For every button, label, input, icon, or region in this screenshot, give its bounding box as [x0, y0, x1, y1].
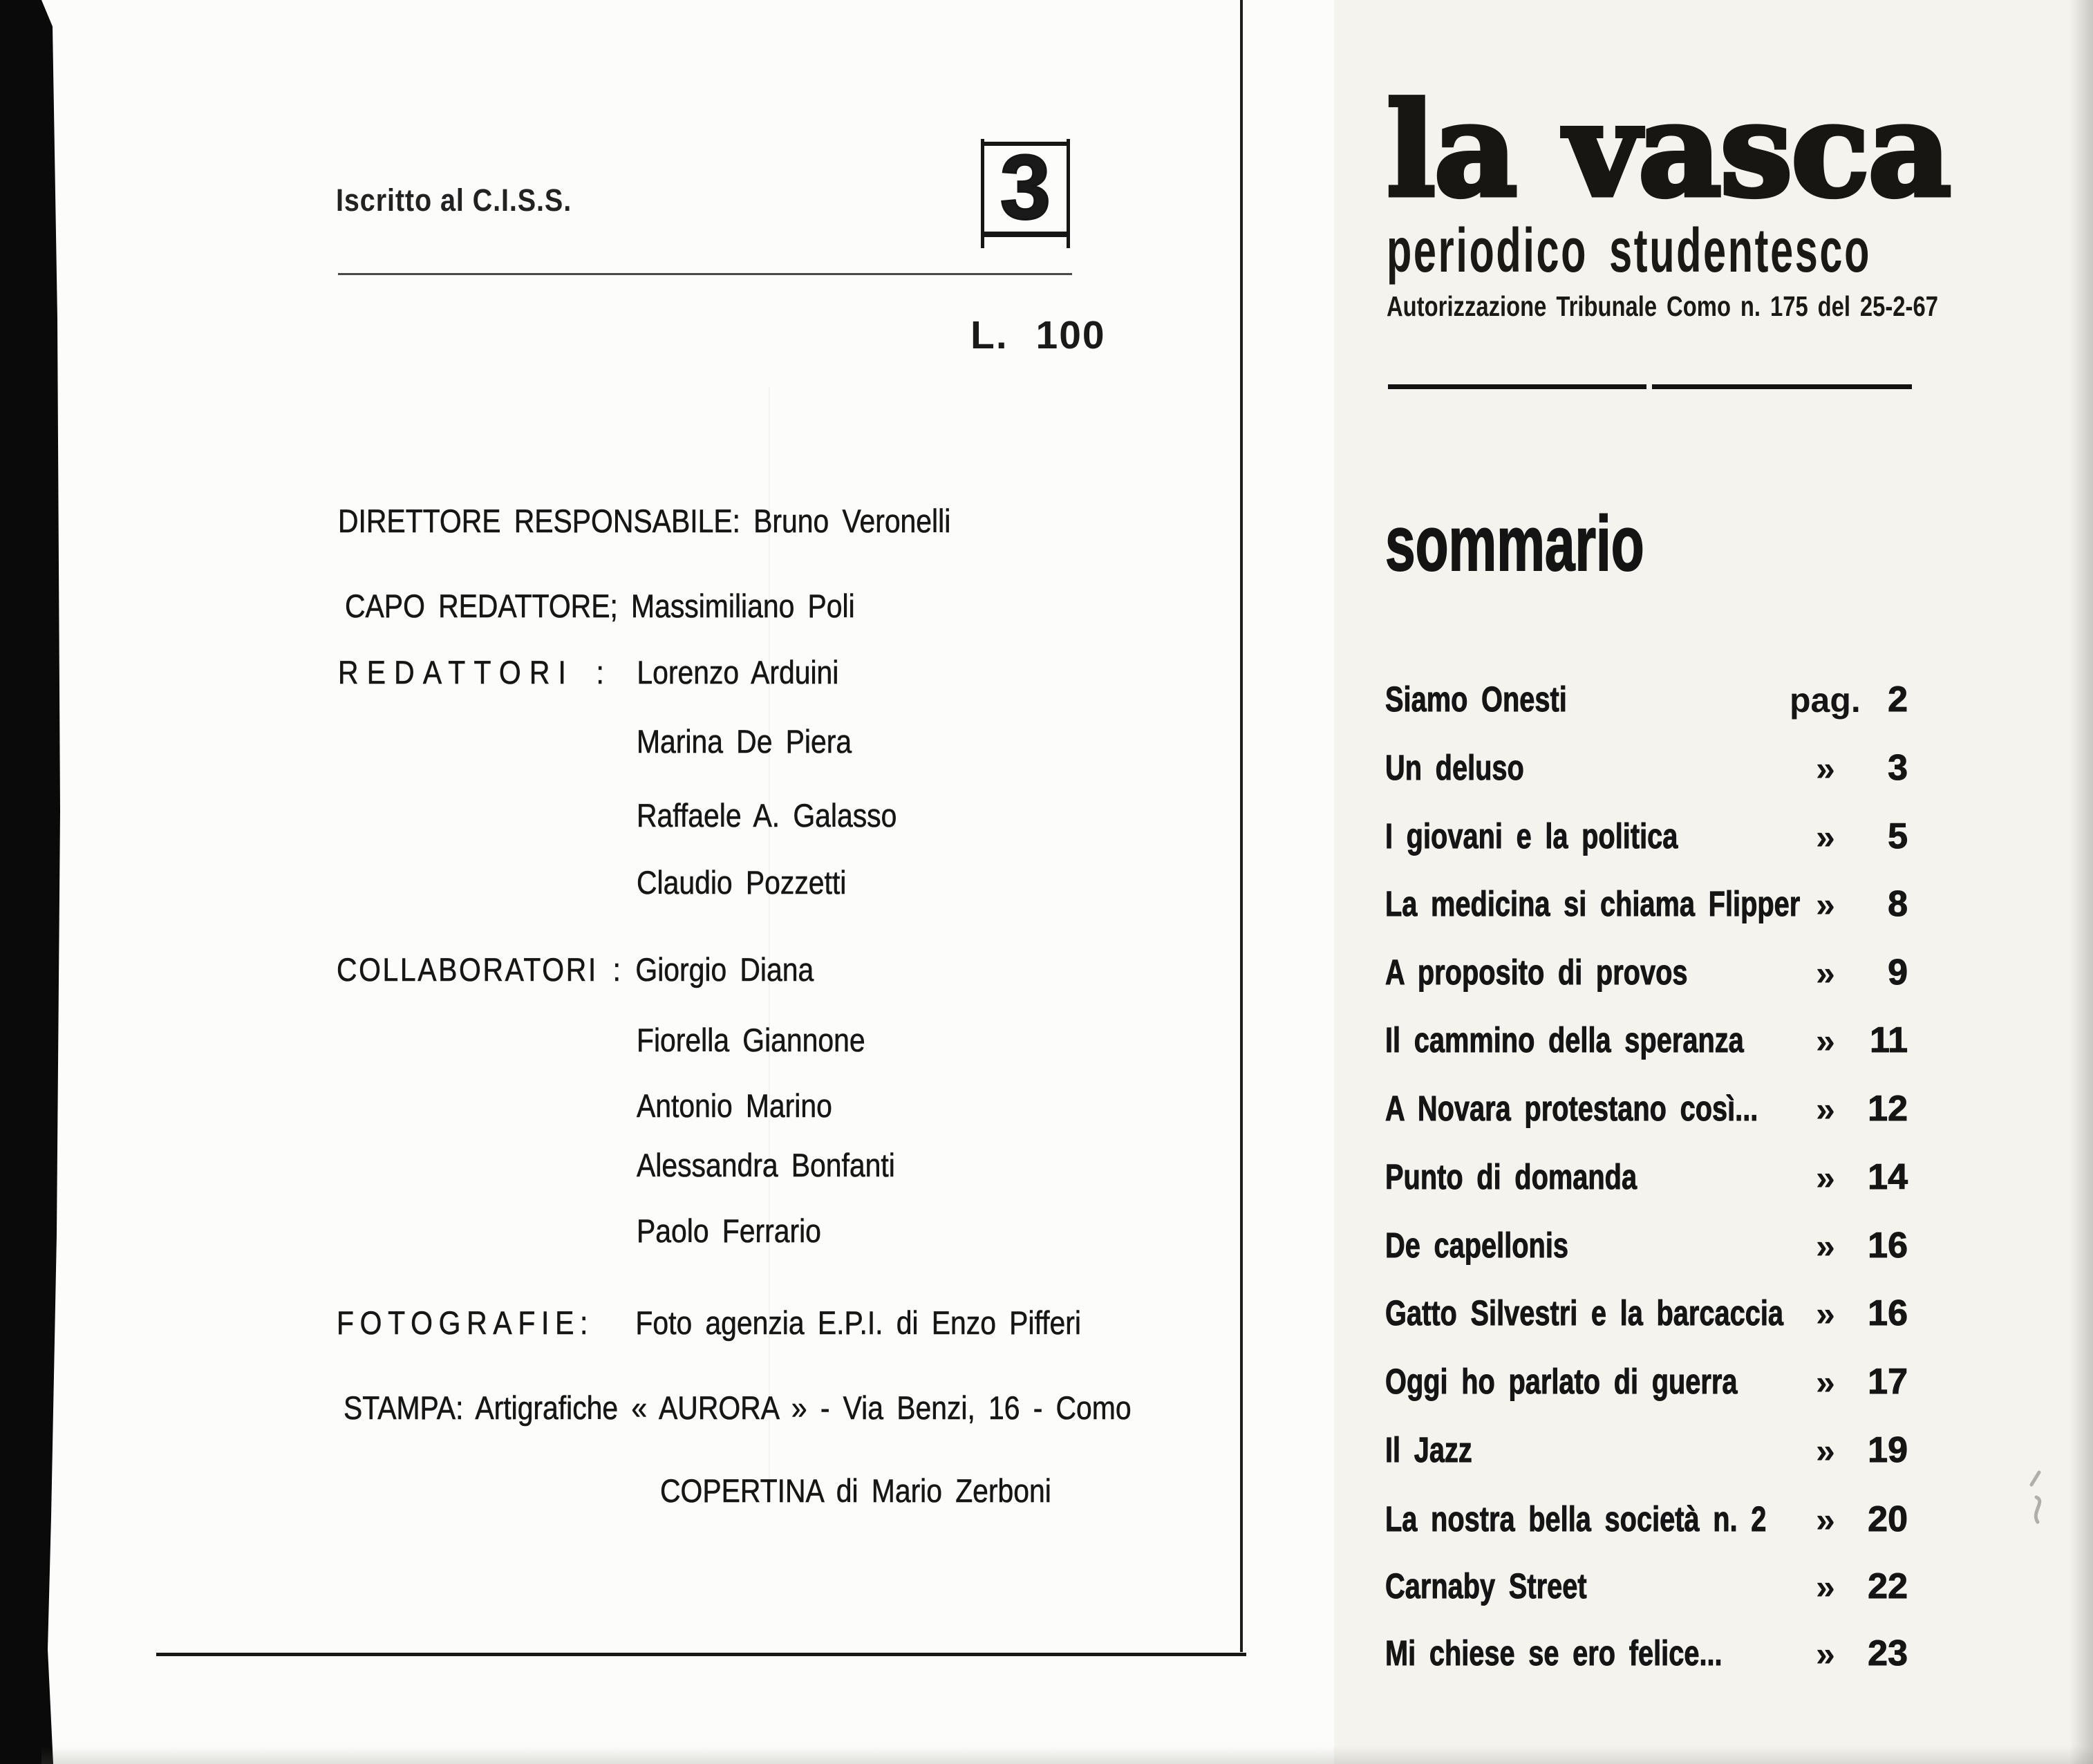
- toc-title: Il cammino della speranza: [1385, 1020, 1744, 1060]
- credit-line-name: Fiorella Giannone: [637, 1022, 865, 1058]
- toc-page-number: 23: [1868, 1633, 1908, 1673]
- toc-ditto-mark: »: [1816, 1295, 1835, 1333]
- toc-page-number: 22: [1868, 1566, 1908, 1606]
- credit-value: Foto agenzia E.P.I. di Enzo Pifferi: [635, 1304, 1081, 1341]
- registration-note: Iscritto al C.I.S.S.: [336, 182, 572, 218]
- toc-page-number: 2: [1888, 679, 1908, 720]
- credit-line-name: Marina De Piera: [637, 723, 852, 760]
- toc-row: [1385, 1361, 1908, 1404]
- toc-title: Gatto Silvestri e la barcaccia: [1385, 1293, 1784, 1333]
- toc-title: Un deluso: [1385, 748, 1524, 787]
- credit-line-name: Claudio Pozzetti: [637, 864, 847, 901]
- toc-title: Mi chiese se ero felice...: [1385, 1633, 1723, 1673]
- masthead-title: la vasca: [1387, 74, 1951, 225]
- credit-label: REDATTORI :: [338, 654, 613, 691]
- left-page-border-bottom: [156, 1653, 1246, 1656]
- toc-row: [1385, 1293, 1908, 1335]
- toc-page-number: 3: [1888, 748, 1908, 788]
- credit-line-copertina: COPERTINA di Mario Zerboni: [660, 1472, 1051, 1509]
- pencil-mark: [2025, 1470, 2056, 1528]
- masthead-rule-left: [1388, 384, 1646, 389]
- credit-line-name: Paolo Ferrario: [637, 1212, 821, 1249]
- credit-line-redattori: [338, 653, 838, 691]
- toc-title: Siamo Onesti: [1385, 679, 1567, 719]
- toc-row: [1385, 679, 1908, 722]
- credit-line-capo-redattore: CAPO REDATTORE; Massimiliano Poli: [345, 588, 855, 624]
- toc-row: [1385, 1429, 1908, 1472]
- toc-ditto-mark: »: [1816, 1501, 1835, 1539]
- toc-page-number: 12: [1868, 1089, 1908, 1129]
- toc-row: [1385, 1088, 1908, 1131]
- masthead-subtitle: periodico studentesco: [1387, 216, 1872, 285]
- toc-row: [1385, 1499, 1908, 1541]
- price: L. 100: [970, 313, 1106, 357]
- toc-ditto-mark: »: [1816, 885, 1835, 924]
- toc-page-number: 17: [1868, 1362, 1908, 1402]
- toc-title: A proposito di provos: [1385, 953, 1688, 992]
- toc-page-number: 14: [1868, 1157, 1908, 1197]
- toc-row: [1385, 1225, 1908, 1268]
- scan-edge-strip: [0, 0, 66, 1764]
- toc-ditto-mark: »: [1816, 1635, 1835, 1673]
- toc-row: [1385, 747, 1908, 790]
- toc-row: [1385, 816, 1908, 858]
- toc-ditto-mark: »: [1816, 1158, 1835, 1197]
- credit-line-stampa: STAMPA: Artigrafiche « AURORA » - Via Benzi, 16 - Como: [344, 1389, 1132, 1426]
- masthead-authorization: Autorizzazione Tribunale Como n. 175 del 25-2-67: [1387, 290, 1938, 322]
- toc-row: [1385, 883, 1908, 926]
- toc-ditto-mark: »: [1816, 749, 1835, 788]
- toc-title: La nostra bella società n. 2: [1385, 1499, 1767, 1539]
- toc-title: A Novara protestano così...: [1385, 1089, 1758, 1128]
- credit-line-name: Raffaele A. Galasso: [637, 797, 897, 834]
- toc-title: I giovani e la politica: [1385, 816, 1678, 856]
- credit-label: FOTOGRAFIE:: [337, 1304, 594, 1341]
- toc-title: Punto di domanda: [1385, 1157, 1637, 1197]
- toc-page-number: 20: [1868, 1499, 1908, 1539]
- issue-number-box: [981, 136, 1070, 238]
- toc-title: Oggi ho parlato di guerra: [1385, 1362, 1738, 1401]
- toc-row: [1385, 1633, 1908, 1676]
- toc-page-number: 16: [1868, 1226, 1908, 1266]
- toc-page-number: 16: [1868, 1293, 1908, 1333]
- toc-heading: sommario: [1385, 500, 1644, 587]
- scan-edge-right-shadow: [2069, 0, 2093, 1764]
- credit-value: Giorgio Diana: [635, 951, 814, 988]
- toc-title: La medicina si chiama Flipper: [1385, 884, 1801, 923]
- toc-ditto-mark: »: [1816, 1022, 1835, 1060]
- toc-title: De capellonis: [1385, 1226, 1569, 1265]
- credit-line-fotografie: [337, 1304, 1081, 1342]
- toc-page-label: pag.: [1790, 681, 1861, 720]
- credit-line-name: Antonio Marino: [637, 1087, 832, 1124]
- toc-title: Il Jazz: [1385, 1430, 1472, 1470]
- toc-row: [1385, 952, 1908, 995]
- credit-line-name: Alessandra Bonfanti: [637, 1147, 895, 1183]
- scan-edge-bottom-shadow: [41, 1746, 2093, 1764]
- toc-title: Carnaby Street: [1385, 1566, 1587, 1606]
- header-rule: [338, 273, 1072, 275]
- toc-ditto-mark: »: [1816, 818, 1835, 856]
- toc-ditto-mark: »: [1816, 1432, 1835, 1470]
- toc-ditto-mark: »: [1816, 1363, 1835, 1402]
- toc-page-number: 8: [1888, 884, 1908, 924]
- credit-label: COLLABORATORI :: [337, 951, 623, 988]
- toc-ditto-mark: »: [1816, 954, 1835, 993]
- toc-page-number: 9: [1888, 953, 1908, 993]
- toc-page-number: 19: [1868, 1430, 1908, 1470]
- masthead-rule-right: [1652, 384, 1912, 389]
- credit-line-direttore: DIRETTORE RESPONSABILE: Bruno Veronelli: [338, 503, 951, 539]
- issue-number: 3: [999, 136, 1051, 238]
- toc-row: [1385, 1566, 1908, 1608]
- toc-ditto-mark: »: [1816, 1227, 1835, 1266]
- toc-row: [1385, 1020, 1908, 1062]
- toc-ditto-mark: »: [1816, 1568, 1835, 1606]
- toc-page-number: 5: [1888, 816, 1908, 856]
- credit-line-collaboratori: [337, 950, 814, 988]
- toc-page-number: 11: [1870, 1020, 1908, 1060]
- toc-ditto-mark: »: [1816, 1090, 1835, 1129]
- toc-row: [1385, 1156, 1908, 1199]
- credit-value: Lorenzo Arduini: [637, 654, 839, 691]
- left-page-border-vertical: [1240, 0, 1243, 1652]
